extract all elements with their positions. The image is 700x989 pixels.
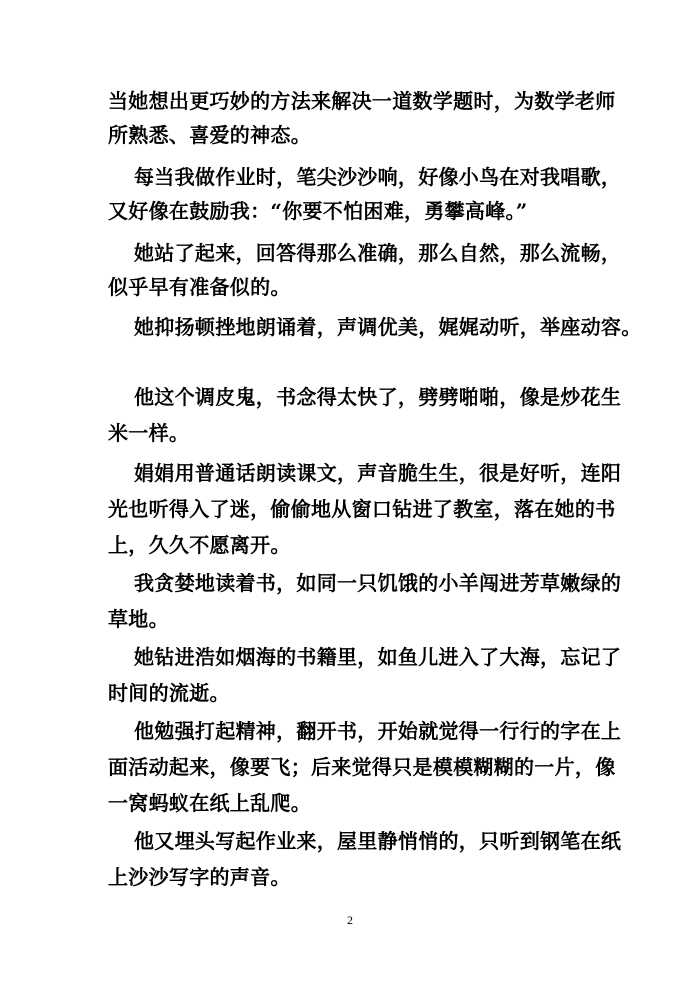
text-line: 娟娟用普通话朗读课文，声音脆生生，很是好听，连阳: [134, 461, 622, 485]
page-number: 2: [347, 913, 353, 927]
text-line: 她抑扬顿挫地朗诵着，声调优美，娓娓动听，举座动容。: [134, 315, 642, 339]
text-line: 米一样。: [108, 421, 190, 445]
text-line: 她站了起来，回答得那么准确，那么自然，那么流畅，: [134, 241, 622, 265]
text-line: 他又埋头写起作业来，屋里静悄悄的，只听到钢笔在纸: [134, 829, 622, 853]
text-line: 似乎早有准备似的。: [108, 275, 291, 299]
text-line: 草地。: [108, 607, 169, 631]
text-line: 时间的流逝。: [108, 681, 230, 705]
text-line: 面活动起来，像要飞；后来觉得只是模模糊糊的一片，像: [108, 755, 616, 779]
text-line: 每当我做作业时，笔尖沙沙响，好像小鸟在对我唱歌，: [134, 165, 622, 189]
text-line: 所熟悉、喜爱的神态。: [108, 123, 311, 147]
text-line: 他这个调皮鬼，书念得太快了，劈劈啪啪，像是炒花生: [134, 385, 622, 409]
text-line: 他勉强打起精神，翻开书，开始就觉得一行行的字在上: [134, 719, 622, 743]
text-line: 又好像在鼓励我：“你要不怕困难，勇攀高峰。”: [108, 199, 528, 223]
text-line: 上沙沙写字的声音。: [108, 865, 291, 889]
text-line: 上，久久不愿离开。: [108, 533, 291, 557]
text-line: 当她想出更巧妙的方法来解决一道数学题时，为数学老师: [108, 89, 616, 113]
text-line: 光也听得入了迷，偷偷地从窗口钻进了教室，落在她的书: [108, 497, 616, 521]
text-line: 我贪婪地读着书，如同一只饥饿的小羊闯进芳草嫩绿的: [134, 571, 622, 595]
text-line: 她钻进浩如烟海的书籍里，如鱼儿进入了大海，忘记了: [134, 645, 622, 669]
text-line: 一窝蚂蚁在纸上乱爬。: [108, 791, 311, 815]
